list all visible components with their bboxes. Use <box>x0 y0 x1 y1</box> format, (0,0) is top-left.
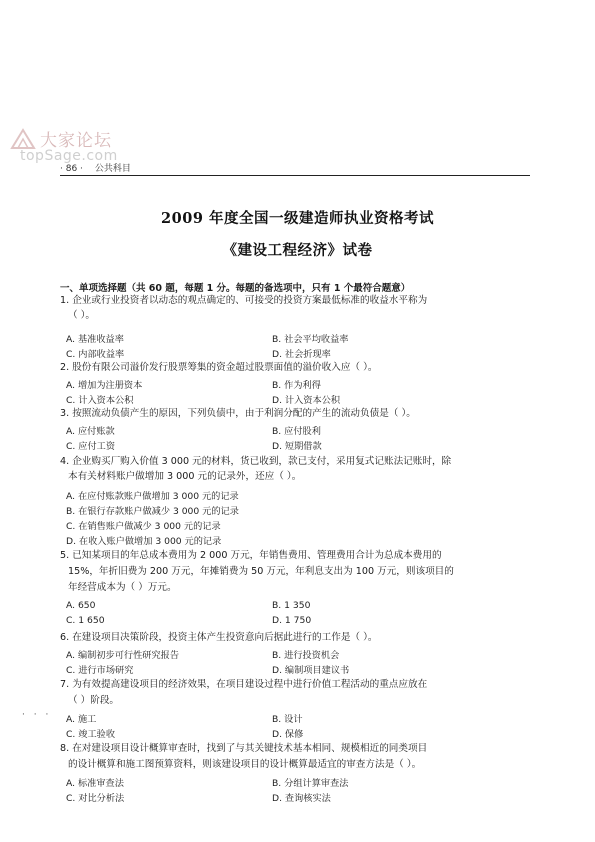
question-6-option-d: D. 编制项目建议书 <box>272 665 350 676</box>
question-6-option-a: A. 编制初步可行性研究报告 <box>66 650 180 661</box>
header-subject: 公共科目 <box>94 164 131 174</box>
question-3-option-d: D. 短期借款 <box>272 441 322 452</box>
question-6-option-b: B. 进行投资机会 <box>272 650 340 661</box>
question-4-line-2: 本有关材料账户做增加 3 000 元的记录外，还应（ ）。 <box>68 471 302 482</box>
question-1-line-2: （ ）。 <box>68 310 96 321</box>
question-1-option-c: C. 内部收益率 <box>66 349 125 360</box>
section-heading: 一、单项选择题（共 60 题，每题 1 分。每题的备选项中，只有 1 个最符合题意） <box>60 283 411 294</box>
question-5-option-c: C. 1 650 <box>66 615 105 626</box>
page-number: · 86 · <box>60 164 83 174</box>
question-5-option-b: B. 1 350 <box>272 600 311 611</box>
question-2-option-d: D. 计入资本公积 <box>272 395 341 406</box>
exam-title: 2009 年度全国一级建造师执业资格考试 <box>161 210 434 227</box>
question-7-option-c: C. 竣工验收 <box>66 729 116 740</box>
question-2-option-c: C. 计入资本公积 <box>66 395 134 406</box>
running-header <box>60 161 131 174</box>
question-2-line-1: 2. 股份有限公司溢价发行股票筹集的资金超过股票面值的溢价收入应（ ）。 <box>60 362 378 373</box>
question-4-line-1: 4. 企业购买厂购入价值 3 000 元的材料，货已收到，款已支付，采用复式记账法记账时，除 <box>60 456 452 467</box>
question-8-option-b: B. 分组计算审查法 <box>272 778 349 789</box>
question-3-line-1: 3. 按照流动负债产生的原因，下列负债中，由于利润分配的产生的流动负债是（ ）。 <box>60 408 416 419</box>
question-3-option-c: C. 应付工资 <box>66 441 116 452</box>
paper-title: 《建设工程经济》试卷 <box>222 242 373 259</box>
question-5-line-2: 15%，年折旧费为 200 万元，年摊销费为 50 万元，年利息支出为 100 万元，则该项目的 <box>68 566 454 577</box>
question-6-option-c: C. 进行市场研究 <box>66 665 134 676</box>
question-4-option-c: C. 在销售账户做减少 3 000 元的记录 <box>66 521 221 532</box>
question-7-line-2: （ ）阶段。 <box>68 695 120 706</box>
question-4-option-d: D. 在收入账户做增加 3 000 元的记录 <box>66 536 222 547</box>
question-7-option-d: D. 保修 <box>272 729 304 740</box>
scan-artifact-dots: · · · <box>22 710 52 720</box>
question-4-option-a: A. 在应付账款账户做增加 3 000 元的记录 <box>66 491 239 502</box>
question-4-option-b: B. 在银行存款账户做减少 3 000 元的记录 <box>66 506 239 517</box>
question-5-line-1: 5. 已知某项目的年总成本费用为 2 000 万元，年销售费用、管理费用合计为总成本费用的 <box>60 550 442 561</box>
question-5-line-3: 年经营成本为（ ）万元。 <box>68 582 177 593</box>
question-8-option-d: D. 查询核实法 <box>272 793 331 804</box>
watermark-cn-text: 大家论坛 <box>40 131 112 151</box>
watermark-en-text: topSage.com <box>20 148 118 164</box>
question-1-option-a: A. 基准收益率 <box>66 334 124 345</box>
question-6-line-1: 6. 在建设项目决策阶段，投资主体产生投资意向后据此进行的工作是（ ）。 <box>60 632 378 643</box>
question-1-line-1: 1. 企业或行业投资者以动态的观点确定的、可接受的投资方案最低标准的收益水平称为 <box>60 295 428 306</box>
question-7-line-1: 7. 为有效提高建设项目的经济效果，在项目建设过程中进行价值工程活动的重点应放在 <box>60 679 428 690</box>
question-8-line-2: 的设计概算和施工图预算资料，则该建设项目的设计概算最适宜的审查方法是（ ）。 <box>68 759 422 770</box>
question-3-option-b: B. 应付股利 <box>272 426 321 437</box>
question-2-option-a: A. 增加为注册资本 <box>66 380 143 391</box>
question-8-option-c: C. 对比分析法 <box>66 793 125 804</box>
header-rule <box>60 175 530 176</box>
question-3-option-a: A. 应付账款 <box>66 426 115 437</box>
question-8-line-1: 8. 在对建设项目设计概算审查时，找到了与其关键技术基本相同、规模相近的同类项目 <box>60 743 428 754</box>
question-5-option-a: A. 650 <box>66 600 96 611</box>
question-1-option-b: B. 社会平均收益率 <box>272 334 349 345</box>
question-1-option-d: D. 社会折现率 <box>272 349 331 360</box>
question-7-option-b: B. 设计 <box>272 714 303 725</box>
question-8-option-a: A. 标准审查法 <box>66 778 124 789</box>
question-5-option-d: D. 1 750 <box>272 615 312 626</box>
question-7-option-a: A. 施工 <box>66 714 97 725</box>
question-2-option-b: B. 作为利得 <box>272 380 321 391</box>
